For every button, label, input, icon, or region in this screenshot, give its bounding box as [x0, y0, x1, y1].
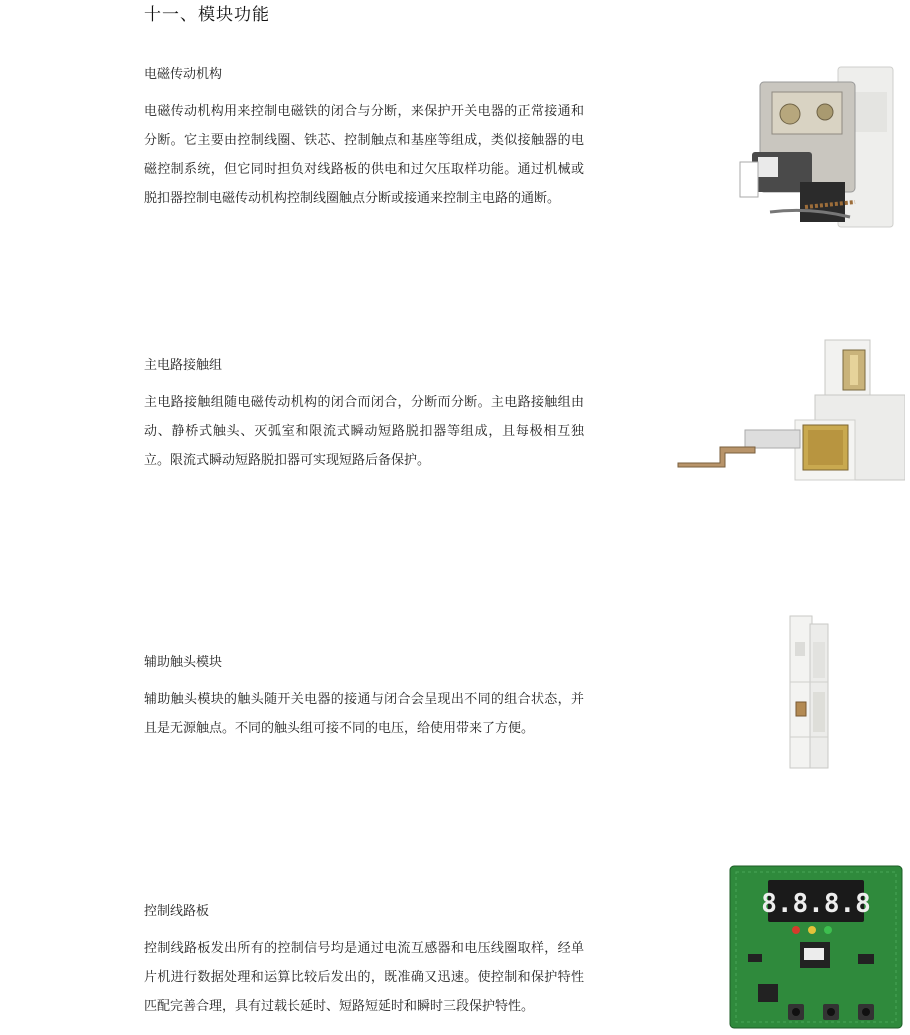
section-title: 电磁传动机构: [144, 67, 223, 82]
section-body: 主电路接触组随电磁传动机构的闭合而闭合，分断而分断。主电路接触组由动、静桥式触头、灭弧室和限流式瞬动短路脱扣器等组成，且每极相互独立。限流式瞬动短路脱扣器可实现短路后备保护。: [144, 395, 584, 468]
section-auxiliary-contact-module: [144, 654, 584, 743]
section-body: 电磁传动机构用来控制电磁铁的闭合与分断，来保护开关电器的正常接通和分断。它主要由控制线圈、铁芯、控制触点和基座等组成，类似接触器的电磁控制系统，但它同时担负对线路板的供电和过欠压取样功能。通过机械或脱扣器控制电磁传动机构控制线圈触点分断或接通来控制主电路的通断。: [144, 104, 584, 206]
section-body: 控制线路板发出所有的控制信号均是通过电流互感器和电压线圈取样，经单片机进行数据处理和运算比较后发出的，既准确又迅速。使控制和保护特性匹配完善合理，具有过载长延时、短路短延时和瞬时三段保护特性。: [144, 941, 584, 1014]
section-main-contact-group: [144, 357, 584, 475]
auxiliary-contact-module-photo: [786, 612, 834, 772]
section-control-circuit-board: [144, 903, 584, 1021]
control-circuit-board-photo: [728, 864, 904, 1030]
section-title: 辅助触头模块: [144, 655, 223, 670]
section-body: 辅助触头模块的触头随开关电器的接通与闭合会呈现出不同的组合状态，并且是无源触点。不同的触头组可接不同的电压，给使用带来了方便。: [144, 692, 584, 736]
board-display: 8.8.8.8: [761, 889, 871, 919]
page-title: 十一、模块功能: [144, 5, 270, 25]
main-contact-group-photo: [675, 335, 905, 485]
electromagnetic-actuator-photo: [730, 62, 900, 232]
section-title: 控制线路板: [144, 904, 210, 919]
section-electromagnetic-actuator: [144, 66, 584, 213]
section-title: 主电路接触组: [144, 358, 223, 373]
